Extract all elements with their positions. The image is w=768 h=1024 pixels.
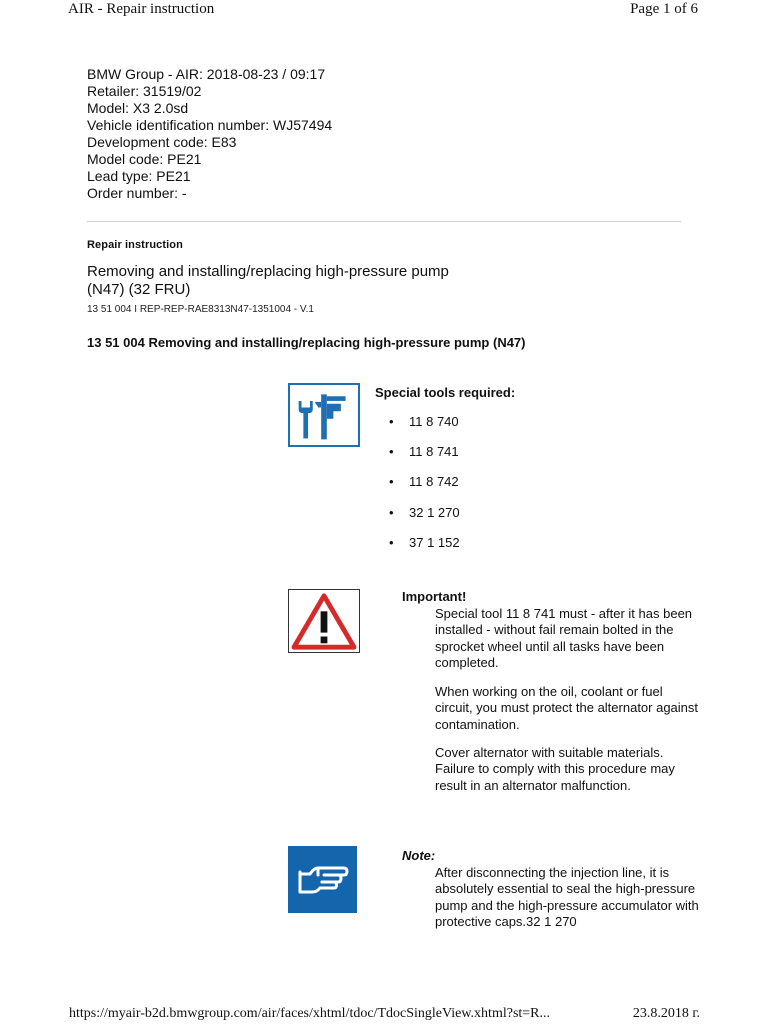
- bullet-icon: •: [389, 414, 394, 429]
- tool-number: 32 1 270: [409, 504, 460, 520]
- meta-line-retailer: Retailer: 31519/02: [87, 83, 202, 99]
- tool-number: 11 8 741: [409, 444, 459, 460]
- vehicle-metadata: [87, 66, 332, 202]
- note-paragraph: After disconnecting the injection line, it is absolutely essential to seal the high-pressure pump and the high-pressure accumulator with protective caps.32 1 270: [435, 865, 699, 929]
- important-paragraph: Special tool 11 8 741 must - after it has been installed - without fail remain bolted in the sprocket wheel until all tasks have been completed.: [435, 606, 693, 670]
- note-heading: Note:: [402, 848, 436, 863]
- special-tools-list: [389, 413, 460, 564]
- important-paragraph: When working on the oil, coolant or fuel circuit, you must protect the alternator against contamination.: [435, 684, 699, 732]
- bullet-icon: •: [389, 504, 394, 520]
- tools-icon: [288, 383, 360, 447]
- document-title: [87, 263, 557, 299]
- list-item: [389, 413, 460, 443]
- important-paragraph: Cover alternator with suitable materials. Failure to comply with this procedure may result in an alternator malfunction.: [435, 745, 675, 793]
- footer-date: 23.8.2018 г.: [632, 1006, 700, 1021]
- list-item: [389, 473, 460, 503]
- tool-number: 37 1 152: [409, 534, 460, 550]
- meta-line-development-code: Development code: E83: [87, 134, 237, 150]
- document-title-line: (N47) (32 FRU): [87, 281, 191, 298]
- list-item: [389, 504, 460, 534]
- pointing-hand-icon: [288, 846, 357, 913]
- document-reference: 13 51 004 I REP-REP-RAE8313N47-1351004 - V.1: [87, 304, 314, 315]
- special-tools-heading: Special tools required:: [375, 385, 516, 400]
- meta-line-vin: Vehicle identification number: WJ57494: [87, 117, 333, 133]
- meta-line-model: Model: X3 2.0sd: [87, 100, 189, 116]
- important-heading: Important!: [402, 589, 467, 604]
- meta-line-lead-type: Lead type: PE21: [87, 168, 191, 184]
- warning-icon: [288, 589, 360, 653]
- bullet-icon: •: [389, 534, 394, 550]
- tool-number: 11 8 742: [409, 474, 459, 490]
- page-number: Page 1 of 6: [630, 1, 698, 17]
- bullet-icon: •: [389, 444, 394, 460]
- meta-line-order-number: Order number: -: [87, 185, 187, 201]
- footer-url: https://myair-b2d.bmwgroup.com/air/faces/xhtml/tdoc/TdocSingleView.xhtml?st=R...: [69, 1006, 551, 1021]
- bullet-icon: •: [389, 474, 394, 490]
- meta-line-model-code: Model code: PE21: [87, 151, 202, 167]
- list-item: [389, 443, 460, 473]
- document-title-line: Removing and installing/replacing high-pressure pump: [87, 263, 449, 280]
- tool-number: 11 8 740: [409, 414, 459, 429]
- page-header-title: AIR - Repair instruction: [68, 1, 215, 17]
- divider: [87, 221, 681, 222]
- section-title: 13 51 004 Removing and installing/replacing high-pressure pump (N47): [87, 335, 526, 350]
- list-item: [389, 534, 460, 564]
- document-type-label: Repair instruction: [87, 239, 183, 251]
- meta-line-system: BMW Group - AIR: 2018-08-23 / 09:17: [87, 66, 326, 82]
